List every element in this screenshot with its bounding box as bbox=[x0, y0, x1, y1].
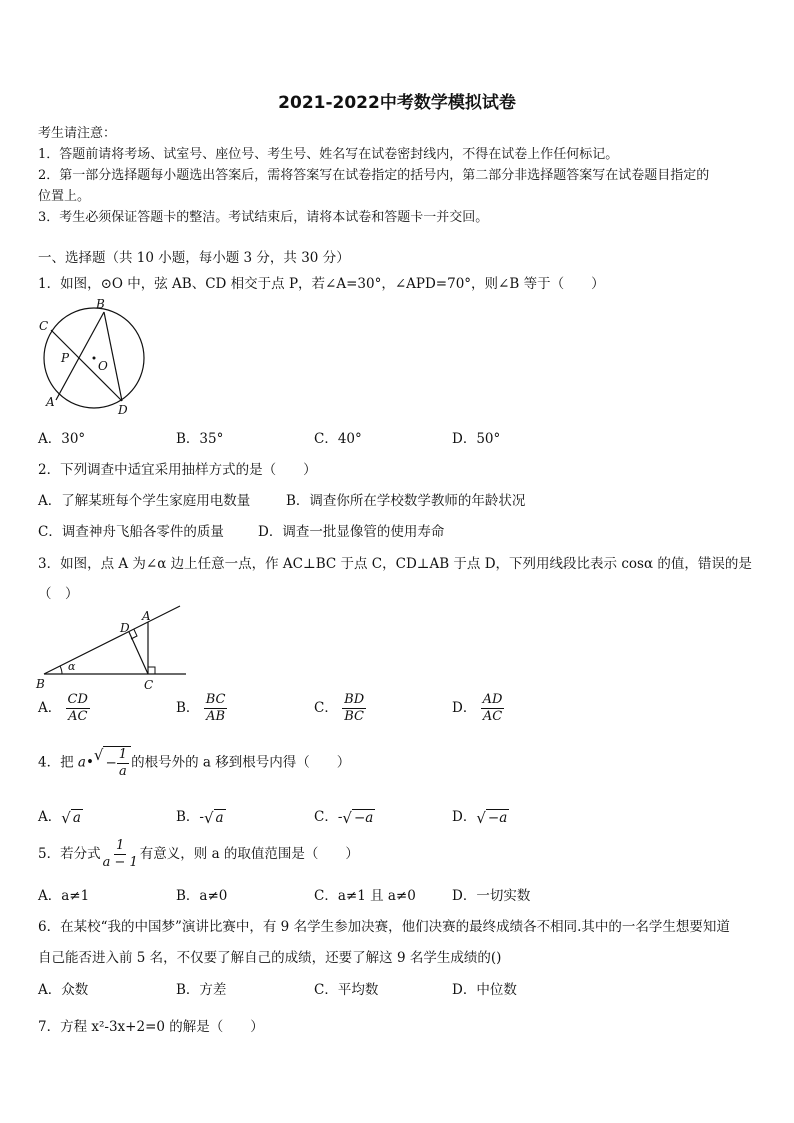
option-letter: A． bbox=[38, 700, 62, 716]
notice-line: 2．第一部分选择题每小题选出答案后，需将答案写在试卷指定的括号内，第二部分非选择题答案写在试卷题目指定的 bbox=[38, 168, 710, 183]
notice-line: 1．答题前请将考场、试室号、座位号、考生号、姓名写在试卷密封线内，不得在试卷上作任何标记。 bbox=[38, 147, 619, 162]
triangle-diagram bbox=[34, 600, 194, 692]
option-letter: C． bbox=[314, 809, 338, 825]
fraction bbox=[117, 747, 129, 780]
q4-option-d[interactable] bbox=[452, 805, 509, 827]
denominator: AB bbox=[206, 709, 226, 724]
q4-prefix: 4．把 bbox=[38, 754, 78, 771]
right-angle-c bbox=[148, 667, 155, 674]
denominator: AC bbox=[482, 709, 503, 724]
question-3-text: 3．如图，点 A 为∠α 边上任意一点，作 AC⊥BC 于点 C，CD⊥AB 于点 D，下列用线段比表示 cosα 的值，错误的是 bbox=[38, 556, 752, 572]
q1-option-b[interactable]: B．35° bbox=[176, 431, 224, 447]
question-5-text bbox=[38, 838, 359, 871]
fraction bbox=[342, 692, 366, 725]
sqrt-expression bbox=[61, 809, 83, 827]
q1-option-c[interactable]: C．40° bbox=[314, 431, 362, 447]
fraction bbox=[101, 838, 140, 871]
q3-option-c[interactable] bbox=[314, 692, 366, 725]
segment-bd bbox=[104, 312, 122, 401]
radicand: −a bbox=[487, 809, 508, 826]
q2-option-d[interactable]: D．调查一批显像管的使用寿命 bbox=[258, 524, 445, 540]
fraction bbox=[66, 692, 90, 725]
q5-option-a[interactable]: A．a≠1 bbox=[38, 888, 90, 904]
label-p: P bbox=[61, 351, 70, 365]
option-letter: B． bbox=[176, 700, 200, 716]
q4-suffix: 的根号外的 a 移到根号内得（ ） bbox=[131, 754, 351, 771]
radical-sign-icon: √ bbox=[203, 808, 214, 827]
radicand: a bbox=[215, 809, 224, 826]
option-letter: D． bbox=[452, 809, 477, 825]
sqrt-expression bbox=[476, 809, 509, 827]
label-alpha: α bbox=[68, 660, 76, 673]
q4-option-c[interactable] bbox=[314, 805, 375, 827]
denominator: BC bbox=[344, 709, 364, 724]
q2-option-b[interactable]: B．调查你所在学校数学教师的年龄状况 bbox=[286, 493, 526, 509]
radicand bbox=[103, 746, 131, 780]
q4-dot: • bbox=[85, 754, 94, 771]
question-7-text: 7．方程 x²-3x+2=0 的解是（ ） bbox=[38, 1019, 264, 1035]
label-d: D bbox=[120, 621, 130, 635]
radical-sign-icon: √ bbox=[61, 808, 71, 827]
q4-option-a[interactable] bbox=[38, 805, 83, 827]
fraction bbox=[204, 692, 228, 725]
denominator: AC bbox=[68, 709, 88, 724]
q5-option-c[interactable]: C．a≠1 且 a≠0 bbox=[314, 888, 416, 904]
sqrt-expression bbox=[94, 746, 131, 780]
q5-suffix: 有意义，则 a 的取值范围是（ ） bbox=[139, 846, 359, 862]
sign: - bbox=[337, 809, 343, 825]
question-4-text bbox=[38, 746, 350, 780]
radical-sign-icon: √ bbox=[93, 746, 104, 764]
q6-option-c[interactable]: C．平均数 bbox=[314, 982, 379, 998]
angle-arc bbox=[60, 666, 62, 674]
q4-option-b[interactable] bbox=[176, 805, 226, 827]
fraction bbox=[481, 692, 505, 725]
numerator: 1 bbox=[116, 838, 125, 853]
q1-option-a[interactable]: A．30° bbox=[38, 431, 86, 447]
label-c: C bbox=[39, 319, 49, 333]
label-o: O bbox=[98, 359, 108, 373]
ray-ba bbox=[44, 606, 180, 674]
q3-option-b[interactable] bbox=[176, 692, 227, 725]
sign: - bbox=[199, 809, 204, 825]
q5-option-d[interactable]: D．一切实数 bbox=[452, 888, 531, 904]
circle-diagram bbox=[34, 296, 154, 418]
notice-line: 位置上。 bbox=[38, 189, 91, 204]
notice-heading: 考生请注意： bbox=[38, 126, 117, 141]
label-b: B bbox=[36, 677, 45, 691]
q3-option-a[interactable] bbox=[38, 692, 90, 725]
label-c: C bbox=[144, 678, 154, 692]
option-letter: D． bbox=[452, 700, 477, 716]
numerator: BC bbox=[205, 692, 226, 707]
numerator: AD bbox=[482, 692, 503, 707]
denominator: a − 1 bbox=[102, 855, 138, 870]
label-b: B bbox=[96, 297, 105, 311]
question-2-text: 2．下列调查中适宜采用抽样方式的是（ ） bbox=[38, 462, 317, 478]
q4-a: a bbox=[77, 754, 86, 771]
option-letter: C． bbox=[314, 700, 338, 716]
q6-option-d[interactable]: D．中位数 bbox=[452, 982, 517, 998]
numerator: CD bbox=[67, 692, 88, 707]
question-6-line-1: 6．在某校“我的中国梦”演讲比赛中，有 9 名学生参加决赛，他们决赛的最终成绩各不相同.其中的一名学生想要知道 bbox=[38, 919, 730, 935]
question-1-text: 1．如图，⊙O 中，弦 AB、CD 相交于点 P，若∠A=30°，∠APD=70°，则∠B 等于（ ） bbox=[38, 276, 605, 292]
q4-neg: − bbox=[105, 755, 117, 771]
radical-sign-icon: √ bbox=[342, 808, 352, 827]
label-d: D bbox=[118, 403, 128, 417]
numerator: 1 bbox=[118, 747, 128, 762]
center-point bbox=[93, 357, 96, 360]
denominator: a bbox=[119, 764, 127, 779]
option-letter: B． bbox=[176, 809, 200, 825]
radical-sign-icon: √ bbox=[476, 808, 486, 827]
label-a: A bbox=[46, 395, 55, 409]
page-title: 2021-2022中考数学模拟试卷 bbox=[278, 93, 516, 113]
numerator: BD bbox=[344, 692, 365, 707]
q3-option-d[interactable] bbox=[452, 692, 504, 725]
q6-option-b[interactable]: B．方差 bbox=[176, 982, 227, 998]
radicand: a bbox=[72, 809, 81, 826]
q2-option-a[interactable]: A．了解某班每个学生家庭用电数量 bbox=[38, 493, 251, 509]
sqrt-expression bbox=[204, 809, 226, 827]
q2-option-c[interactable]: C．调查神舟飞船各零件的质量 bbox=[38, 524, 224, 540]
label-a: A bbox=[142, 609, 151, 623]
radicand: −a bbox=[353, 809, 374, 826]
question-3-paren: （ ） bbox=[38, 586, 79, 602]
q1-option-d[interactable]: D．50° bbox=[452, 431, 501, 447]
q6-option-a[interactable]: A．众数 bbox=[38, 982, 89, 998]
section-heading: 一、选择题（共 10 小题，每小题 3 分，共 30 分） bbox=[38, 250, 350, 266]
q5-option-b[interactable]: B．a≠0 bbox=[176, 888, 228, 904]
notice-line: 3．考生必须保证答题卡的整洁。考试结束后，请将本试卷和答题卡一并交回。 bbox=[38, 210, 489, 225]
q5-prefix: 5．若分式 bbox=[38, 846, 101, 862]
sqrt-expression bbox=[342, 809, 375, 827]
option-letter: A． bbox=[38, 809, 62, 825]
question-6-line-2: 自己能否进入前 5 名，不仅要了解自己的成绩，还要了解这 9 名学生成绩的() bbox=[38, 950, 502, 966]
